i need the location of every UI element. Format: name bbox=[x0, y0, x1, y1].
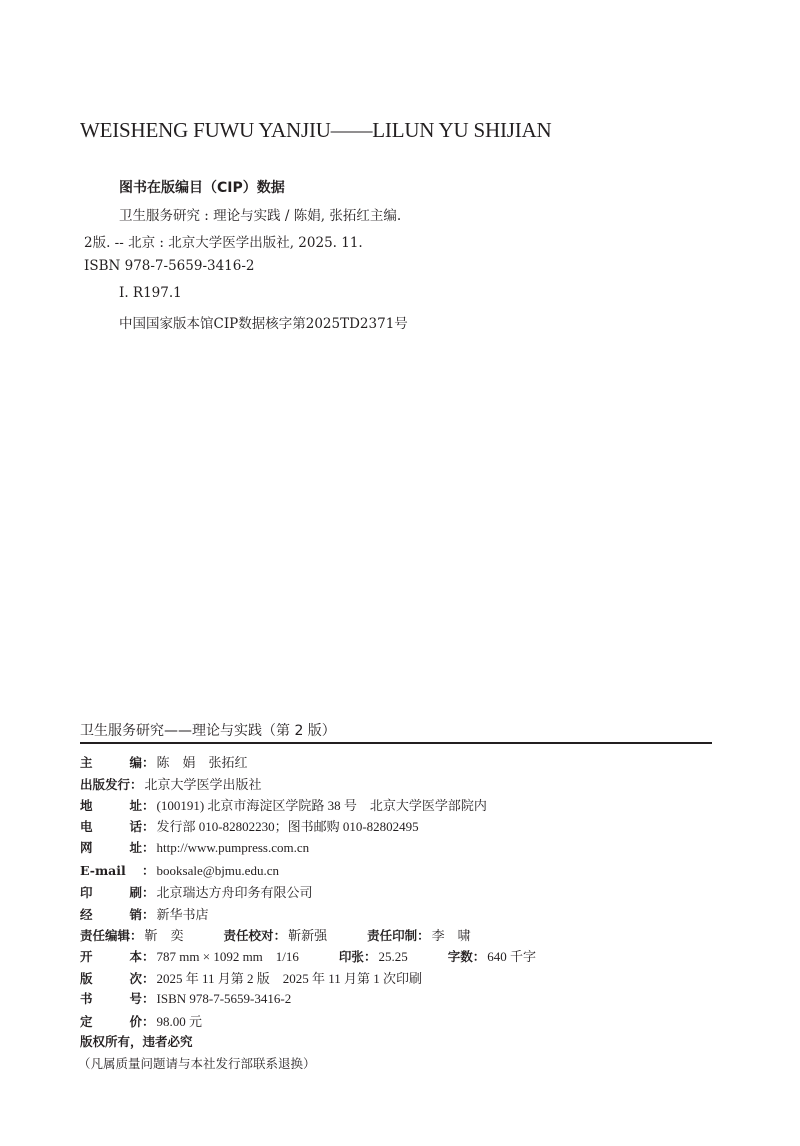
label-colon: ： bbox=[142, 885, 155, 900]
field-label: 印刷 bbox=[80, 885, 142, 900]
colophon-row bbox=[80, 816, 419, 835]
field-value: 发行部 010-82802230；图书邮购 010-82802495 bbox=[156, 819, 419, 834]
rights-notice: 版权所有，违者必究 bbox=[80, 1034, 193, 1049]
colophon-row bbox=[80, 795, 487, 814]
field-label: 地址 bbox=[80, 798, 142, 813]
field-value: http://www.pumpress.com.cn bbox=[156, 840, 310, 855]
colophon-field bbox=[80, 968, 422, 987]
field-label: 定价 bbox=[80, 1014, 142, 1029]
label-colon: ： bbox=[142, 755, 155, 770]
field-value: 2025 年 11 月第 2 版 2025 年 11 月第 1 次印刷 bbox=[156, 971, 423, 986]
label-colon: ： bbox=[130, 777, 143, 792]
book-title: 卫生服务研究——理论与实践（第 2 版） bbox=[80, 723, 336, 739]
colophon-field bbox=[80, 946, 299, 965]
field-label: 书号 bbox=[80, 991, 142, 1006]
label-colon: ： bbox=[142, 991, 155, 1006]
colophon-row bbox=[80, 904, 209, 923]
colophon-field bbox=[448, 946, 536, 965]
colophon-field bbox=[80, 925, 184, 944]
field-label: 电话 bbox=[80, 819, 142, 834]
field-value: 787 mm × 1092 mm 1/16 bbox=[156, 949, 299, 964]
label-colon: ： bbox=[130, 928, 143, 943]
label-colon: ： bbox=[273, 928, 287, 943]
field-label: 版次 bbox=[80, 971, 142, 986]
cip-line: 中国国家版本馆CIP数据核字第2025TD2371号 bbox=[119, 316, 408, 332]
label-colon: ： bbox=[142, 907, 155, 922]
colophon-row bbox=[80, 838, 309, 856]
label-colon: ： bbox=[472, 949, 486, 964]
field-label: 开本 bbox=[80, 949, 142, 964]
colophon-field bbox=[80, 752, 248, 771]
field-label: E-mail bbox=[80, 863, 126, 878]
field-value: 640 千字 bbox=[487, 949, 536, 964]
field-value: 李 啸 bbox=[431, 928, 471, 943]
field-value: 陈 娟 张拓红 bbox=[156, 755, 248, 770]
field-value: 新华书店 bbox=[156, 907, 209, 922]
colophon-field bbox=[80, 904, 209, 923]
field-label: 网址 bbox=[80, 840, 142, 855]
field-label: 责任印制 bbox=[367, 928, 418, 943]
colophon-field bbox=[80, 1011, 202, 1030]
field-label: 主编 bbox=[80, 755, 142, 770]
cip-line: ISBN 978-7-5659-3416-2 bbox=[84, 258, 255, 274]
field-label: 印张 bbox=[338, 949, 364, 964]
label-colon: ： bbox=[142, 840, 155, 855]
colophon-field bbox=[80, 882, 313, 901]
label-colon: ： bbox=[363, 949, 377, 964]
english-title: WEISHENG FUWU YANJIU——LILUN YU SHIJIAN bbox=[80, 118, 552, 142]
divider bbox=[80, 742, 712, 744]
colophon-row bbox=[80, 989, 291, 1007]
field-value: 北京大学医学出版社 bbox=[144, 777, 262, 792]
field-label: 责任校对 bbox=[223, 928, 274, 943]
field-label: 经销 bbox=[80, 907, 142, 922]
colophon-row bbox=[80, 925, 471, 944]
field-label: 责任编辑 bbox=[80, 928, 131, 943]
label-colon: ： bbox=[142, 1014, 155, 1029]
field-value: (100191) 北京市海淀区学院路 38 号 北京大学医学部院内 bbox=[156, 798, 487, 813]
colophon-field bbox=[80, 838, 309, 856]
colophon-field bbox=[80, 989, 291, 1007]
colophon-row bbox=[80, 882, 313, 901]
cip-line: 2版. -- 北京 : 北京大学医学出版社, 2025. 11. bbox=[84, 235, 363, 251]
colophon-field bbox=[80, 795, 487, 814]
cip-line: 卫生服务研究 : 理论与实践 / 陈娟, 张拓红主编. bbox=[119, 208, 402, 224]
colophon-row bbox=[80, 774, 262, 793]
colophon-field bbox=[80, 774, 262, 793]
field-label: 字数 bbox=[447, 949, 473, 964]
cip-heading: 图书在版编目（CIP）数据 bbox=[119, 180, 285, 196]
field-value: ISBN 978-7-5659-3416-2 bbox=[156, 991, 292, 1006]
colophon-row bbox=[80, 861, 279, 879]
colophon-row bbox=[80, 1011, 202, 1030]
return-note: （凡属质量问题请与本社发行部联系退换） bbox=[78, 1056, 316, 1071]
colophon-field bbox=[224, 925, 328, 944]
label-colon: ： bbox=[142, 949, 155, 964]
label-colon: ： bbox=[142, 971, 155, 986]
colophon-field bbox=[367, 925, 471, 944]
field-value: 25.25 bbox=[378, 949, 408, 964]
field-label: 出版发行 bbox=[80, 777, 131, 792]
field-value: 靳 奕 bbox=[144, 928, 184, 943]
colophon-row bbox=[80, 968, 422, 987]
colophon-row bbox=[80, 752, 248, 771]
field-value: 北京瑞达方舟印务有限公司 bbox=[156, 885, 313, 900]
colophon-field bbox=[80, 816, 419, 835]
colophon-field bbox=[339, 947, 408, 965]
colophon-field bbox=[80, 861, 279, 879]
field-value: booksale@bjmu.edu.cn bbox=[156, 863, 279, 878]
field-value: 98.00 元 bbox=[156, 1014, 203, 1029]
colophon-row bbox=[80, 946, 536, 965]
cip-line: Ⅰ. R197.1 bbox=[119, 285, 182, 301]
field-value: 靳新强 bbox=[288, 928, 328, 943]
label-colon: ： bbox=[142, 819, 155, 834]
label-colon: ： bbox=[417, 928, 430, 943]
label-colon: ： bbox=[142, 798, 155, 813]
label-colon: ： bbox=[142, 863, 155, 878]
